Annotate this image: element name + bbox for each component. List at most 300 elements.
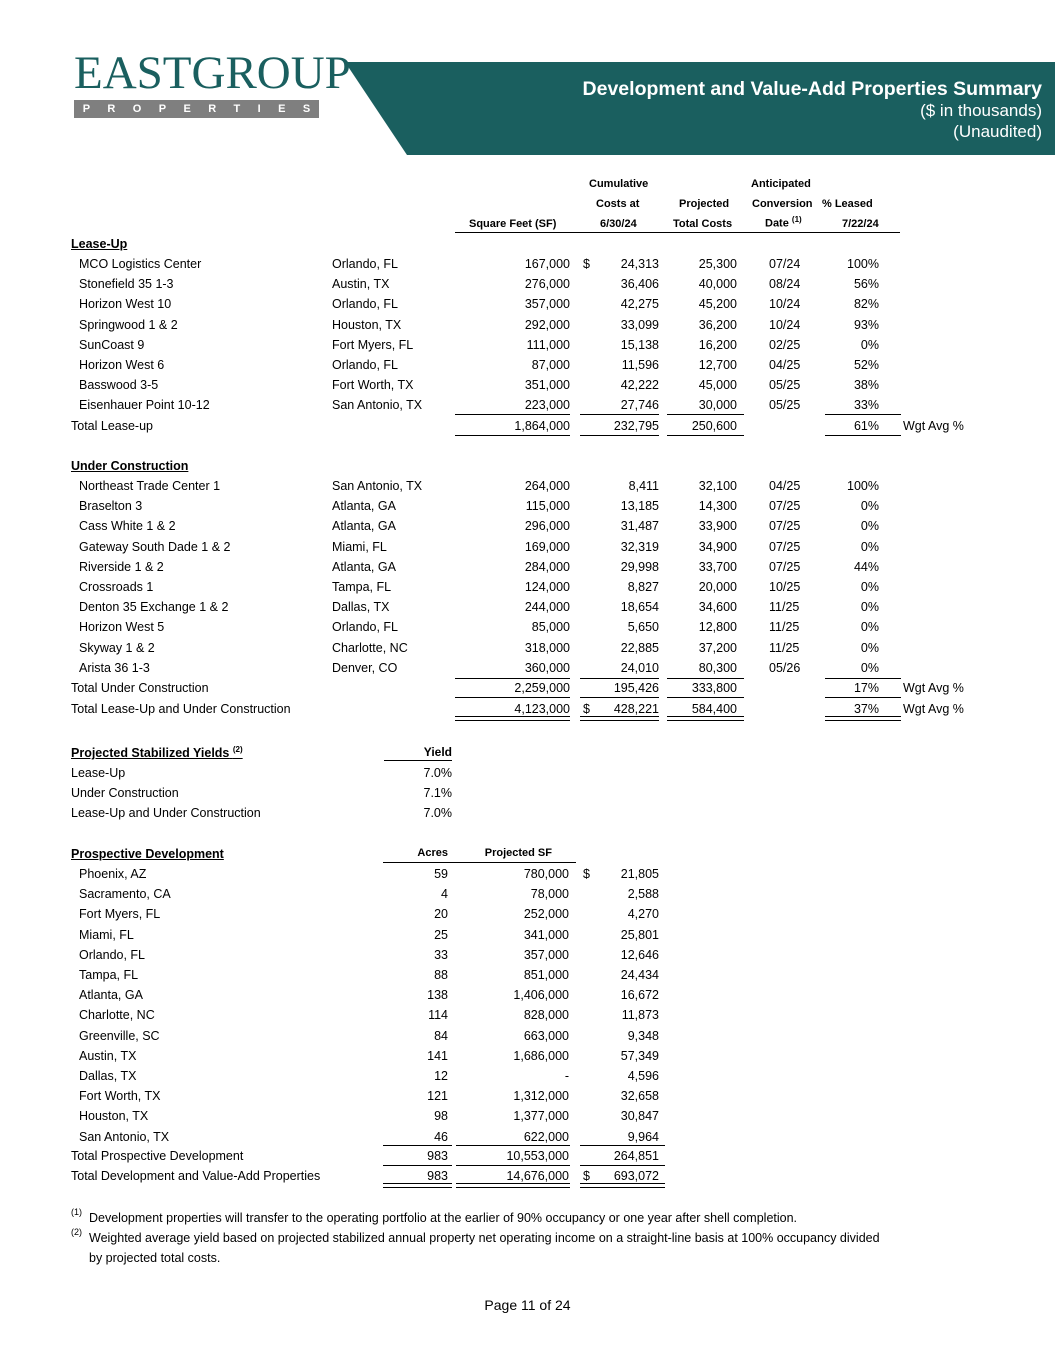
yield-value: 7.0% [423,806,452,821]
table-row [0,783,1055,803]
table-row [0,516,1055,536]
percent-leased: 0% [860,519,879,534]
development-cost: 9,964 [627,1129,659,1144]
property-location: Fort Myers, FL [332,337,414,352]
grand-total-label: Total Lease-Up and Under Construction [71,702,291,716]
dollar-sign: $ [583,257,590,271]
yield-header-rule [384,760,452,761]
acres: 46 [434,1129,448,1144]
yield-label: Lease-Up [71,766,126,780]
total-row [0,416,1055,436]
section-title: Projected Stabilized Yields $^{(2)}$ [71,745,243,761]
logo-letter: S [302,103,311,115]
market-name: Fort Worth, TX [79,1089,161,1104]
conversion-date: 11/25 [769,640,800,655]
conversion-date: 05/26 [769,660,801,675]
property-name: Gateway South Dade 1 & 2 [79,539,231,554]
acres: 114 [428,1008,448,1023]
square-feet: 292,000 [524,317,570,332]
percent-leased: 52% [853,358,879,372]
property-name: Stonefield 35 1-3 [79,277,174,292]
grand-total-cost: 428,221 [613,702,659,716]
section-prospective [0,844,1055,864]
square-feet: 264,000 [524,479,570,493]
projected-sf: 357,000 [523,947,569,962]
yield-header: Yield [423,745,452,759]
projected-sf: 780,000 [523,867,569,881]
table-row [0,254,1055,274]
property-name: SunCoast 9 [79,337,145,352]
footnote-text-continued: by projected total costs. [89,1251,221,1265]
property-location: Orlando, FL [332,358,399,372]
double-underline [825,716,901,721]
total-sf: 2,259,000 [514,681,570,695]
grand-total-sf: 4,123,000 [514,702,570,716]
conversion-date: 10/24 [769,317,801,332]
table-row [0,597,1055,617]
total-label: Total Prospective Development [71,1149,244,1163]
table-row [0,1026,1055,1046]
projected-cost: 25,300 [698,257,737,271]
property-location: Fort Worth, TX [332,378,414,393]
header-square-feet: Square Feet (SF) [469,218,557,230]
projected-cost: 20,000 [698,580,737,594]
cumulative-cost: 8,411 [628,479,659,493]
page-number: Page 11 of 24 [484,1297,571,1313]
development-cost: 12,646 [620,947,659,962]
header-cumulative-1: Cumulative [589,178,649,190]
table-row [0,395,1055,415]
projected-sf: 78,000 [530,887,569,902]
projected-cost: 37,200 [698,640,737,655]
cumulative-cost: 8,827 [627,580,659,594]
property-location: San Antonio, TX [332,398,423,413]
page-title: Development and Value-Add Properties Summary [582,78,1042,100]
cumulative-cost: 29,998 [620,559,659,574]
total-underline [667,435,744,436]
total-projected-sf: 10,553,000 [506,1149,569,1163]
development-cost: 30,847 [620,1109,659,1124]
projected-sf: 1,312,000 [513,1089,569,1104]
acres: 12 [434,1069,448,1083]
market-name: Phoenix, AZ [79,867,147,881]
conversion-date: 08/24 [769,277,801,292]
conversion-date: 07/24 [769,257,801,271]
square-feet: 115,000 [525,499,570,514]
acres: 25 [434,927,448,942]
table-row [0,577,1055,597]
conversion-date: 07/25 [769,499,801,514]
property-location: San Antonio, TX [332,479,423,493]
projected-cost: 80,300 [698,660,737,675]
projected-sf: 851,000 [523,968,569,982]
percent-leased: 93% [853,317,879,332]
projected-sf-header: Projected SF [484,847,552,859]
section-title: Lease-Up [71,237,128,251]
percent-leased: 100% [847,257,879,271]
conversion-date: 11/25 [769,600,800,615]
conversion-date: 07/25 [769,559,801,574]
double-underline [383,1183,452,1188]
grand-total-label: Total Development and Value-Add Properties [71,1169,321,1183]
square-feet: 167,000 [524,257,570,271]
property-name: Basswood 3-5 [79,378,159,393]
conversion-date: 04/25 [769,479,801,493]
projected-sf: 1,406,000 [513,988,569,1003]
grand-total-leased: 37% [853,702,879,716]
market-name: Charlotte, NC [79,1008,155,1023]
projected-cost: 33,700 [698,559,737,574]
header-anticipated-3: Date $^{(1)}$ [765,215,802,230]
table-row [0,274,1055,294]
projected-cost: 16,200 [698,337,737,352]
yield-value: 7.1% [423,786,452,801]
section-title: Prospective Development [71,847,224,861]
property-location: Austin, TX [332,277,390,292]
square-feet: 351,000 [524,378,570,393]
table-row [0,476,1055,496]
projected-cost: 45,000 [698,378,737,393]
development-cost: 16,672 [620,988,659,1003]
grand-total-projected-sf: 14,676,000 [506,1169,569,1183]
weighted-note: Wgt Avg % [903,702,964,716]
percent-leased: 33% [853,398,879,413]
property-name: Braselton 3 [79,499,143,514]
market-name: Houston, TX [79,1109,149,1124]
market-name: Atlanta, GA [79,988,143,1003]
table-row [0,315,1055,335]
total-underline [825,435,901,436]
yield-label: Under Construction [71,786,179,801]
projected-cost: 14,300 [698,499,737,514]
double-underline [667,716,744,721]
cumulative-cost: 15,138 [620,337,659,352]
square-feet: 284,000 [524,559,570,574]
development-cost: 9,348 [627,1028,659,1043]
dollar-sign: $ [583,702,590,716]
property-location: Atlanta, GA [332,499,396,514]
header-rule [455,232,900,233]
projected-sf: 1,686,000 [513,1048,569,1063]
yield-value: 7.0% [423,766,452,780]
table-row [0,965,1055,985]
property-location: Miami, FL [332,539,387,554]
market-name: Orlando, FL [79,947,146,962]
conversion-date: 07/25 [769,539,801,554]
total-underline [580,697,659,698]
logo-letter: R [107,103,116,115]
total-rule [580,414,659,415]
projected-cost: 34,600 [698,600,737,615]
total-label: Total Lease-up [71,419,154,433]
logo-letter: P [158,103,167,115]
yield-label: Lease-Up and Under Construction [71,806,261,821]
total-rule [455,414,570,415]
property-name: Northeast Trade Center 1 [79,479,221,493]
percent-leased: 0% [860,660,879,675]
section-under-construction [0,456,1055,476]
development-cost: 4,596 [627,1069,659,1083]
property-location: Denver, CO [332,660,398,675]
grand-total-projected: 584,400 [691,702,737,716]
double-underline [580,1183,665,1188]
cumulative-cost: 36,406 [620,277,659,292]
square-feet: 111,000 [526,337,570,352]
market-name: Fort Myers, FL [79,907,161,922]
header-projected-1: Projected [679,198,730,210]
table-row [0,1106,1055,1126]
footnote-text: Development properties will transfer to the operating portfolio at the earlier of 90% occupancy or one year after shell completion. [89,1211,798,1225]
table-row [0,638,1055,658]
projected-cost: 40,000 [698,277,737,292]
property-name: Horizon West 6 [79,358,165,372]
cumulative-cost: 24,313 [620,257,659,271]
footnote-mark: (1) [71,1207,82,1217]
property-location: Charlotte, NC [332,640,408,655]
table-row [0,355,1055,375]
header-anticipated-2: Conversion [752,198,813,210]
total-underline [667,697,744,698]
logo-letter: I [257,103,261,115]
square-feet: 169,000 [524,539,570,554]
cumulative-cost: 33,099 [620,317,659,332]
projected-sf: 252,000 [523,907,569,922]
total-projected: 250,600 [691,419,737,433]
page-subtitle-unaudited: (Unaudited) [953,122,1042,141]
header-cumulative-3: 6/30/24 [600,218,637,230]
logo-letter: R [208,103,217,115]
development-cost: 11,873 [621,1008,659,1023]
cumulative-cost: 42,222 [620,378,659,393]
percent-leased: 0% [860,499,879,514]
percent-leased: 100% [847,479,879,493]
cumulative-cost: 31,487 [620,519,659,534]
company-logo: EASTGROUP [74,47,351,99]
projected-cost: 33,900 [698,519,737,534]
property-location: Houston, TX [332,317,402,332]
property-location: Orlando, FL [332,257,399,271]
grand-total-cost: 693,072 [613,1169,659,1183]
conversion-date: 11/25 [769,620,800,635]
table-row [0,904,1055,924]
table-row [0,925,1055,945]
conversion-date: 04/25 [769,358,801,372]
market-name: San Antonio, TX [79,1129,170,1144]
market-name: Austin, TX [79,1048,137,1063]
total-leased: 17% [853,681,879,695]
total-rule [825,414,901,415]
cumulative-cost: 22,885 [620,640,659,655]
total-leased: 61% [853,419,879,433]
table-row [0,375,1055,395]
projected-sf: 1,377,000 [513,1109,569,1124]
square-feet: 223,000 [524,398,570,413]
total-cost: 232,795 [613,419,659,433]
development-cost: 25,801 [620,927,659,942]
conversion-date: 07/25 [769,519,801,534]
double-underline [580,716,659,721]
cumulative-cost: 42,275 [620,297,659,312]
square-feet: 244,000 [524,600,570,615]
table-row [0,335,1055,355]
acres: 84 [434,1028,448,1043]
cumulative-cost: 5,650 [627,620,659,635]
acres: 20 [434,907,448,922]
table-row [0,803,1055,823]
projected-sf: - [564,1069,569,1083]
property-name: Crossroads 1 [79,580,154,594]
projected-cost: 34,900 [698,539,737,554]
table-row [0,1066,1055,1086]
percent-leased: 0% [860,620,879,635]
projected-cost: 12,700 [698,358,737,372]
square-feet: 296,000 [524,519,570,534]
table-row [0,1086,1055,1106]
acres: 98 [434,1109,448,1124]
property-name: Horizon West 10 [79,297,172,312]
table-row [0,884,1055,904]
company-logo-subtitle [74,100,319,118]
logo-letter: P [82,103,91,115]
projected-cost: 32,100 [698,479,737,493]
dollar-sign: $ [583,1169,590,1183]
projected-cost: 30,000 [698,398,737,413]
total-underline [825,697,901,698]
section-lease-up [0,234,1055,254]
total-acres: 983 [427,1149,448,1163]
percent-leased: 0% [860,640,879,655]
logo-letter: E [278,103,286,115]
total-rule [667,414,744,415]
total-underline [455,697,570,698]
total-underline [580,435,659,436]
total-sf: 1,864,000 [514,419,570,433]
market-name: Sacramento, CA [79,887,171,902]
property-location: Orlando, FL [332,297,399,312]
development-cost: 4,270 [627,907,659,922]
conversion-date: 05/25 [769,378,801,393]
table-row [0,496,1055,516]
cumulative-cost: 13,185 [620,499,659,514]
percent-leased: 0% [860,337,879,352]
property-name: MCO Logistics Center [79,257,202,271]
table-row [0,537,1055,557]
header-anticipated-1: Anticipated [751,178,811,190]
table-row [0,557,1055,577]
market-name: Dallas, TX [79,1069,137,1083]
total-cost: 195,426 [613,681,659,695]
square-feet: 276,000 [524,277,570,292]
total-row [0,678,1055,698]
acres-header: Acres [417,847,448,859]
development-cost: 57,349 [620,1048,659,1063]
property-name: Horizon West 5 [79,620,165,635]
table-row [0,1046,1055,1066]
cumulative-cost: 24,010 [620,660,659,675]
percent-leased: 38% [853,378,879,393]
table-row [0,1005,1055,1025]
table-row [0,617,1055,637]
cumulative-cost: 11,596 [621,358,659,372]
projected-sf: 663,000 [523,1028,569,1043]
conversion-date: 02/25 [769,337,801,352]
table-row [0,985,1055,1005]
property-name: Denton 35 Exchange 1 & 2 [79,600,229,615]
total-cost: 264,851 [613,1149,659,1163]
projected-sf: 828,000 [523,1008,569,1023]
header-cumulative-2: Costs at [596,198,640,210]
projected-cost: 36,200 [698,317,737,332]
table-row [0,945,1055,965]
percent-leased: 0% [860,580,879,594]
development-cost: 21,805 [620,867,659,881]
acres: 33 [434,947,448,962]
projected-sf: 341,000 [523,927,569,942]
page-subtitle-units: ($ in thousands) [920,101,1042,120]
acres: 138 [427,988,448,1003]
total-projected: 333,800 [691,681,737,695]
dollar-sign: $ [583,867,590,881]
total-row [0,1146,1055,1166]
grand-total-acres: 983 [427,1169,448,1183]
development-cost: 2,588 [627,887,659,902]
property-location: Orlando, FL [332,620,399,635]
square-feet: 87,000 [531,358,570,372]
square-feet: 357,000 [524,297,570,312]
table-row [0,1127,1055,1147]
percent-leased: 82% [853,297,879,312]
percent-leased: 56% [853,277,879,292]
section-title: Under Construction [71,459,189,473]
logo-letter: O [132,103,142,115]
property-location: Atlanta, GA [332,519,396,534]
table-row [0,658,1055,678]
property-location: Atlanta, GA [332,559,396,574]
projected-cost: 45,200 [698,297,737,312]
header-projected-2: Total Costs [673,218,733,230]
acres: 4 [441,887,448,902]
property-name: Cass White 1 & 2 [79,519,176,534]
conversion-date: 10/25 [769,580,801,594]
market-name: Tampa, FL [79,968,139,982]
prospective-header-rule [383,862,576,863]
market-name: Miami, FL [79,927,134,942]
weighted-note: Wgt Avg % [903,681,964,695]
double-underline [455,716,570,721]
weighted-note: Wgt Avg % [903,419,964,433]
conversion-date: 10/24 [769,297,801,312]
property-location: Tampa, FL [332,580,392,594]
projected-cost: 12,800 [698,620,737,635]
header-leased-1: % Leased [822,198,873,210]
percent-leased: 0% [860,600,879,615]
property-name: Eisenhauer Point 10-12 [79,398,210,413]
footnote-text: Weighted average yield based on projected stabilized annual property net operating income on a straight-line basis at 100% occupancy divided [89,1231,880,1245]
development-cost: 24,434 [620,968,659,982]
section-yields [0,742,1055,762]
square-feet: 124,000 [524,580,570,594]
projected-sf: 622,000 [523,1129,569,1144]
cumulative-cost: 27,746 [620,398,659,413]
square-feet: 318,000 [524,640,570,655]
property-location: Dallas, TX [332,600,390,615]
market-name: Greenville, SC [79,1028,160,1043]
acres: 88 [434,968,448,982]
square-feet: 360,000 [524,660,570,675]
table-row [0,864,1055,884]
footnote-mark: (2) [71,1227,82,1237]
cumulative-cost: 32,319 [620,539,659,554]
